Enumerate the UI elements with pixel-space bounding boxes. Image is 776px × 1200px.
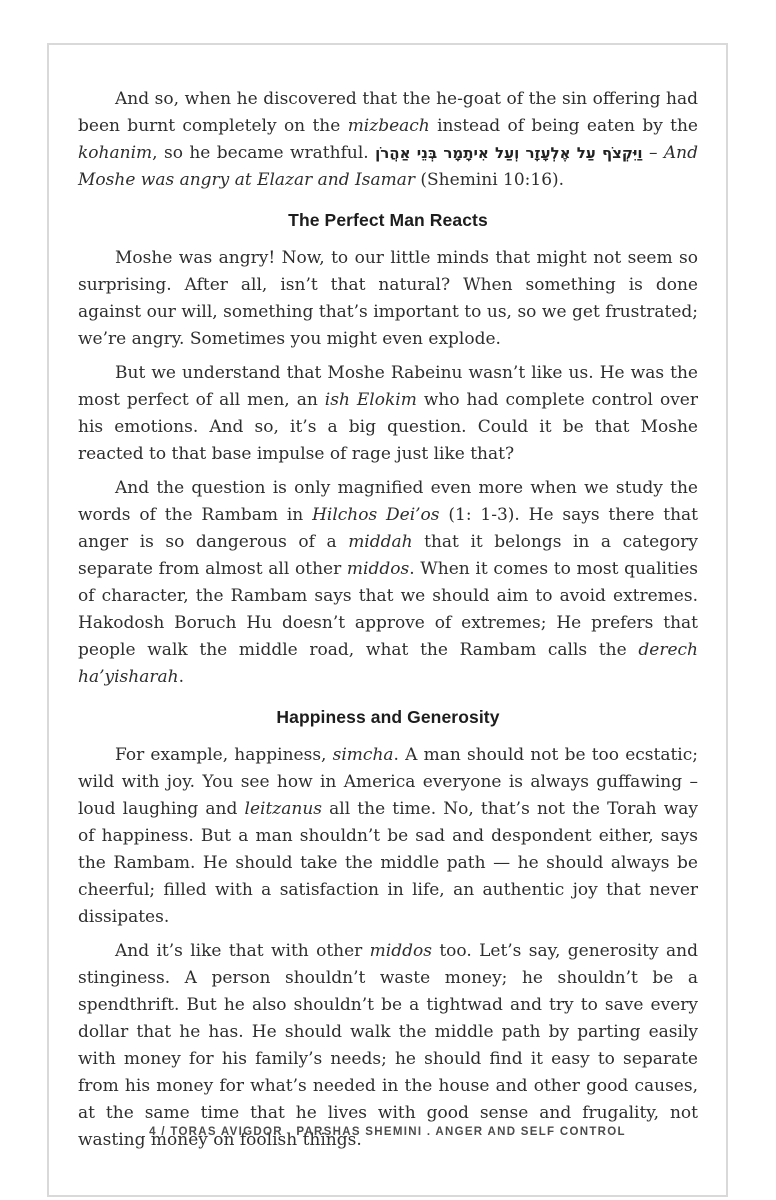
paragraph xyxy=(78,86,698,194)
text-run: – xyxy=(642,143,664,163)
italic-text-run: And Moshe was angry at Elazar and Isamar xyxy=(78,143,699,190)
paragraph xyxy=(78,245,698,353)
article-body xyxy=(78,86,698,1161)
text-run: (1: 1-3). He says there that anger is so dangerous of a xyxy=(78,505,699,552)
italic-text-run: middos xyxy=(369,941,432,961)
hebrew-verse: וַיִּקְצֹף עַל אֶלְעָזָר וְעַל אִיתָמָר בְּנֵי אַהֲרֹן xyxy=(375,144,643,162)
section-heading: Happiness and Generosity xyxy=(276,707,500,727)
text-run: And it’s like that with other xyxy=(115,941,370,961)
italic-text-run: leitzanus xyxy=(244,799,322,819)
paragraph xyxy=(78,938,698,1154)
italic-text-run: middos xyxy=(346,559,410,579)
italic-text-run: simcha xyxy=(332,745,394,765)
italic-text-run: kohanim xyxy=(78,143,153,163)
text-run: that it belongs in a category separate from almost all other xyxy=(78,532,698,579)
italic-text-run: middah xyxy=(348,532,413,552)
italic-text-run: derech ha’yisharah xyxy=(78,640,698,687)
text-run: too. Let’s say, generosity and stinginess. A person shouldn’t waste money; he shouldn’t be a spendthrift. But he also shouldn’t be a tightwad and try to save every dollar that he has. He should walk the middle path by parting easily with money for his family’s needs; he should find it easy to separate from his money for what’s needed in the house and other good causes, at the same time that he lives with good sense and frugality, not wasting money on foolish things. xyxy=(78,941,698,1150)
section-heading: The Perfect Man Reacts xyxy=(288,210,488,230)
text-run: instead of being eaten by the xyxy=(429,116,698,136)
text-run: And so, when he discovered that the he-goat of the sin offering had been burnt completely on the xyxy=(78,89,698,136)
text-run: who had complete control over his emotions. And so, it’s a big question. Could it be that Moshe reacted to that base impulse of rage just like that? xyxy=(78,390,698,464)
text-run: all the time. No, that’s not the Torah way of happiness. But a man shouldn’t be sad and despondent either, says the Rambam. He should take the middle path — he should always be cheerful; filled with a satisfaction in life, an authentic joy that never dissipates. xyxy=(78,799,698,927)
paragraph xyxy=(78,360,698,468)
text-run: For example, happiness, xyxy=(115,745,333,765)
text-run: . A man should not be too ecstatic; wild with joy. You see how in America everyone is always guffawing – loud laughing and xyxy=(78,745,698,819)
italic-text-run: mizbeach xyxy=(347,116,430,136)
text-run: , so he became wrathful. xyxy=(152,143,376,163)
paragraph xyxy=(78,475,698,691)
text-run: But we understand that Moshe Rabeinu wasn’t like us. He was the most perfect of all men, an xyxy=(78,363,698,410)
text-run: Moshe was angry! Now, to our little minds that might not seem so surprising. After all, isn’t that natural? When something is done against our will, something that’s important to us, so we get frustrated; we’re angry. Sometimes you might even explode. xyxy=(78,248,698,349)
italic-text-run: ish Elokim xyxy=(324,390,417,410)
text-run: And the question is only magnified even more when we study the words of the Rambam in xyxy=(78,478,698,525)
text-run: (Shemini 10:16). xyxy=(415,170,565,190)
text-run: . xyxy=(178,667,184,687)
text-run: . When it comes to most qualities of character, the Rambam says that we should aim to avoid extremes. Hakodosh Boruch Hu doesn’t approve of extremes; He prefers that people walk the middle road, what the Rambam calls the xyxy=(78,559,698,660)
page-footer: 4 / TORAS AVIGDOR . PARSHAS SHEMINI . ANGER AND SELF CONTROL xyxy=(149,1126,626,1138)
paragraph xyxy=(78,742,698,931)
italic-text-run: Hilchos Dei’os xyxy=(312,505,440,525)
